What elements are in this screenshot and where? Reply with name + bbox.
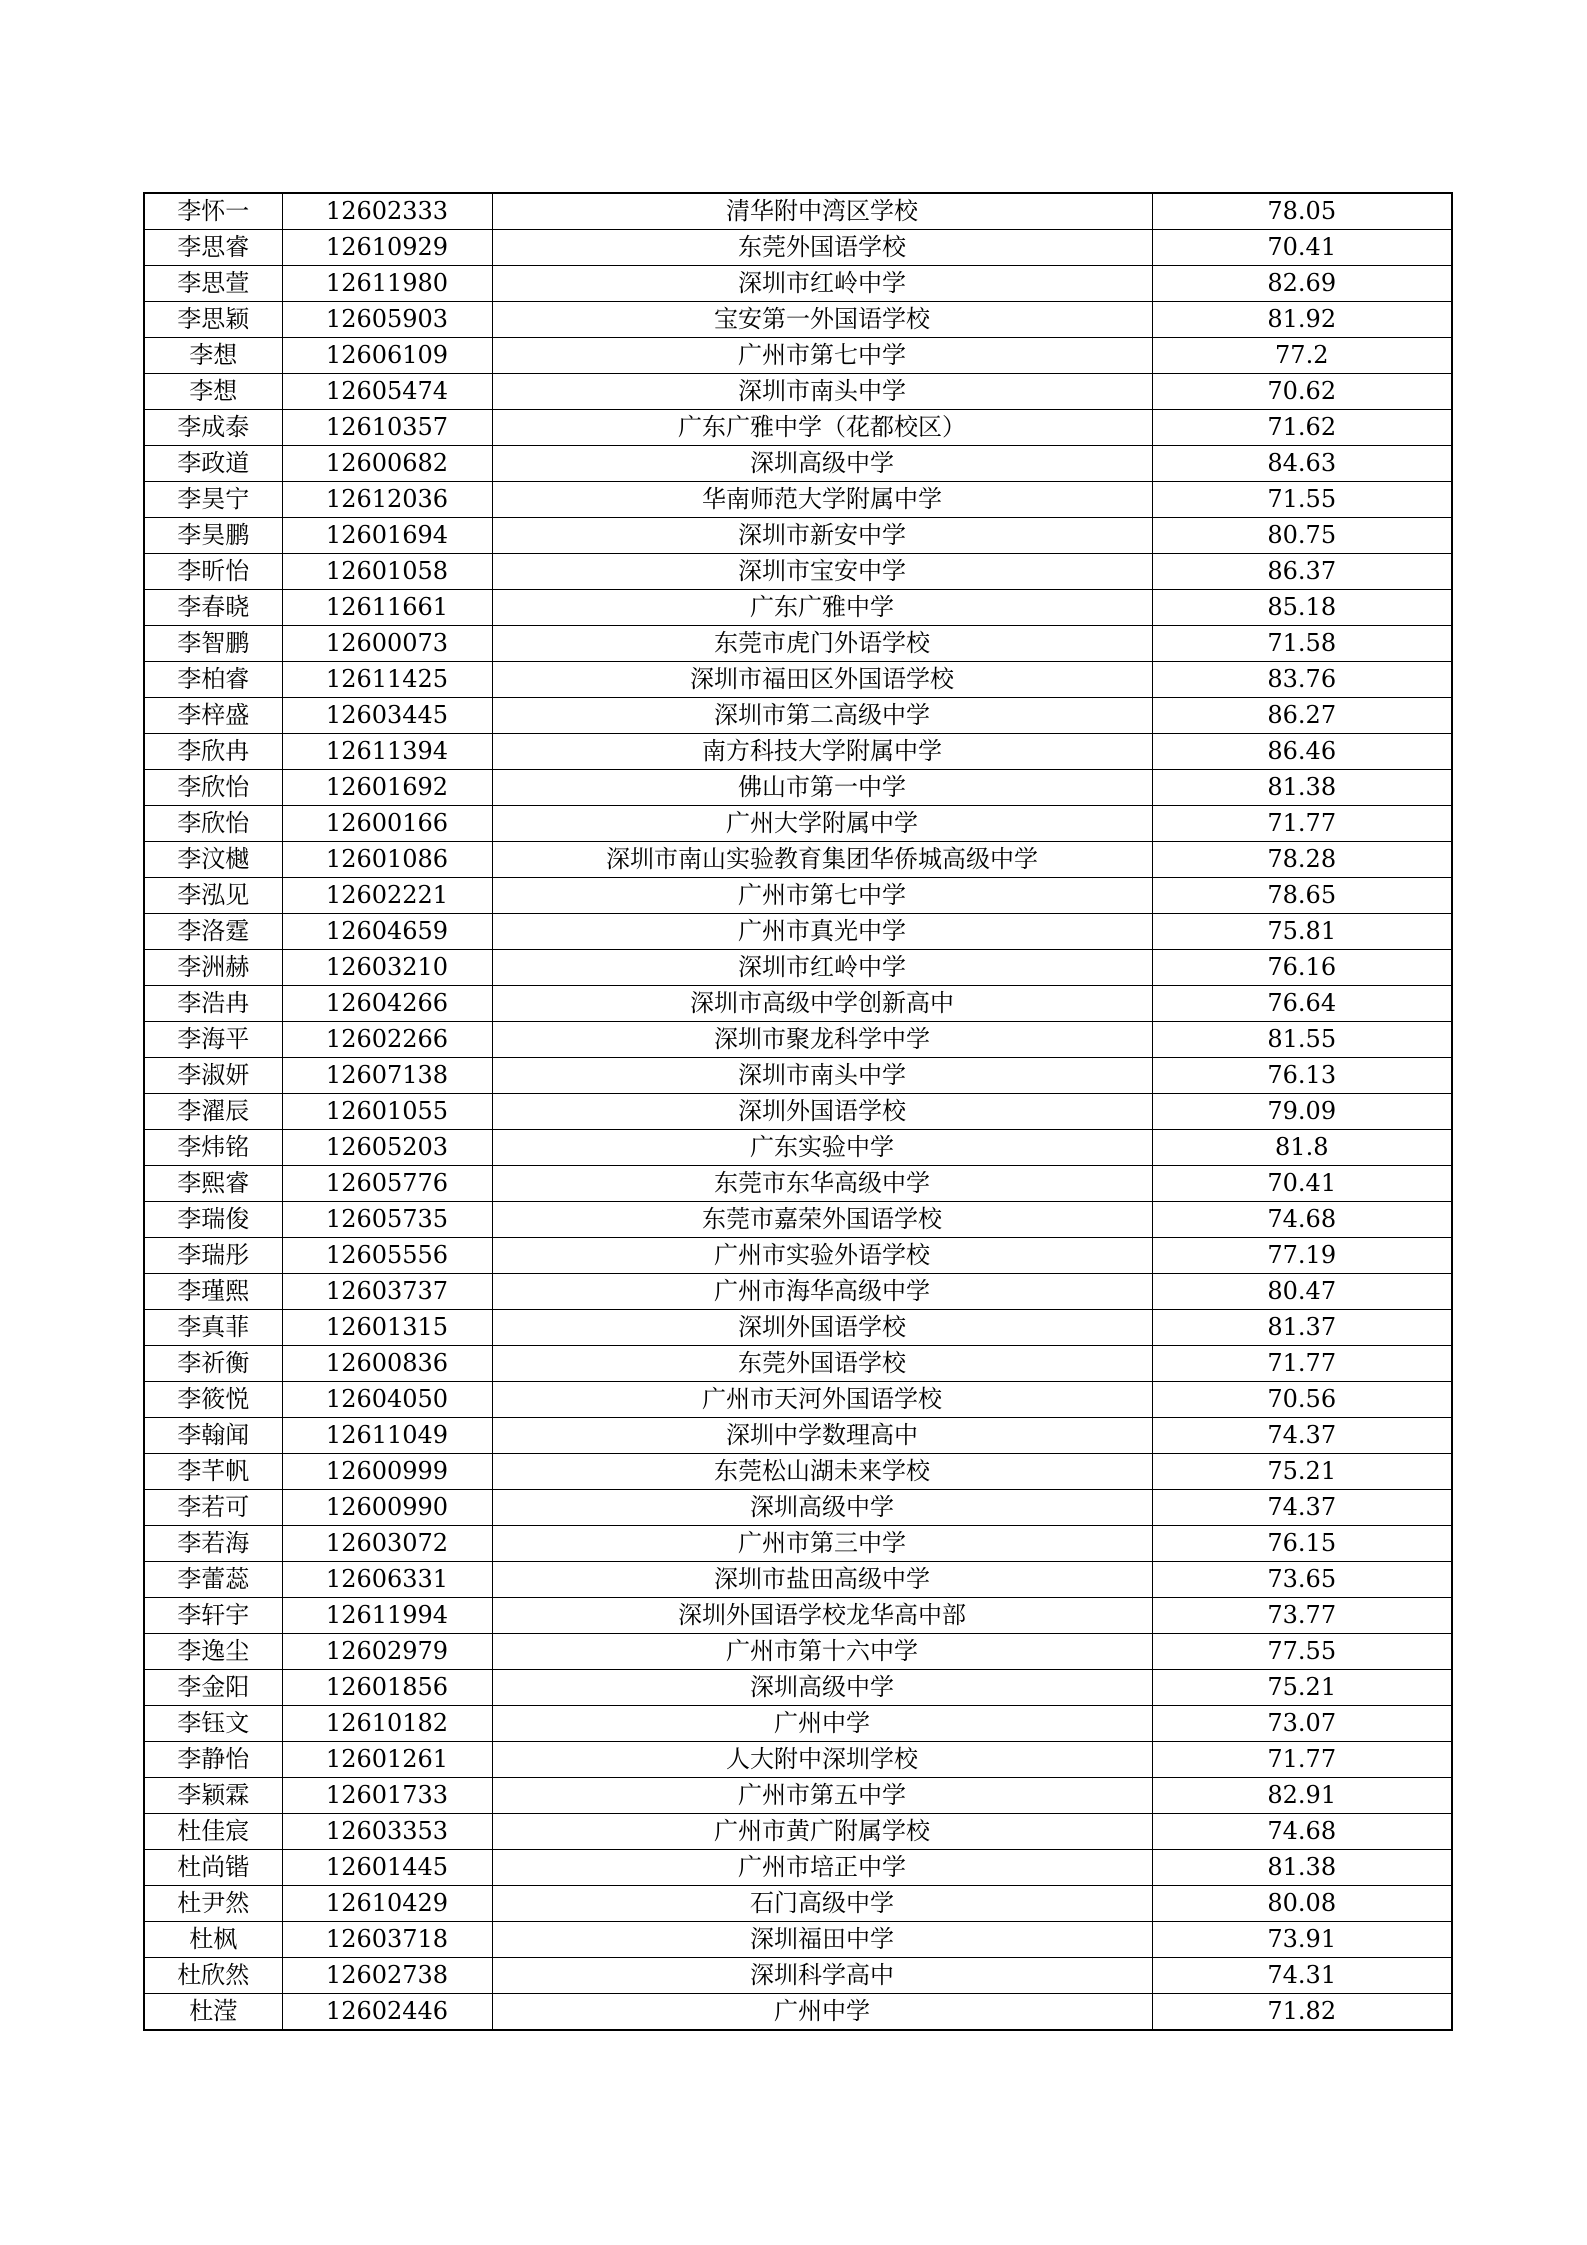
student-id-cell: 12601261: [282, 1742, 492, 1778]
school-name-cell: 广州市真光中学: [492, 914, 1152, 950]
student-id-cell: 12602221: [282, 878, 492, 914]
score-cell: 80.08: [1152, 1886, 1452, 1922]
table-row: [144, 1022, 1452, 1058]
score-table-body: [144, 193, 1452, 2030]
table-row: [144, 1742, 1452, 1778]
school-name-cell: 广东广雅中学（花都校区）: [492, 410, 1152, 446]
student-id-cell: 12601086: [282, 842, 492, 878]
student-id-cell: 12600166: [282, 806, 492, 842]
student-id-cell: 12607138: [282, 1058, 492, 1094]
score-cell: 71.62: [1152, 410, 1452, 446]
table-row: [144, 1562, 1452, 1598]
table-row: [144, 1382, 1452, 1418]
score-cell: 84.63: [1152, 446, 1452, 482]
school-name-cell: 宝安第一外国语学校: [492, 302, 1152, 338]
table-row: [144, 554, 1452, 590]
score-cell: 81.38: [1152, 1850, 1452, 1886]
school-name-cell: 广州市第五中学: [492, 1778, 1152, 1814]
score-cell: 73.65: [1152, 1562, 1452, 1598]
table-row: [144, 986, 1452, 1022]
table-row: [144, 230, 1452, 266]
table-row: [144, 1094, 1452, 1130]
table-row: [144, 1526, 1452, 1562]
student-id-cell: 12600836: [282, 1346, 492, 1382]
school-name-cell: 深圳市高级中学创新高中: [492, 986, 1152, 1022]
table-row: [144, 1310, 1452, 1346]
score-cell: 73.91: [1152, 1922, 1452, 1958]
table-row: [144, 410, 1452, 446]
school-name-cell: 东莞市东华高级中学: [492, 1166, 1152, 1202]
school-name-cell: 广州中学: [492, 1706, 1152, 1742]
student-id-cell: 12601058: [282, 554, 492, 590]
score-cell: 78.28: [1152, 842, 1452, 878]
student-id-cell: 12602446: [282, 1994, 492, 2031]
table-row: [144, 193, 1452, 230]
student-id-cell: 12611994: [282, 1598, 492, 1634]
student-name-cell: 李欣怡: [144, 770, 282, 806]
student-id-cell: 12601692: [282, 770, 492, 806]
score-cell: 81.37: [1152, 1310, 1452, 1346]
school-name-cell: 深圳市新安中学: [492, 518, 1152, 554]
score-cell: 85.18: [1152, 590, 1452, 626]
school-name-cell: 广州市第七中学: [492, 878, 1152, 914]
table-row: [144, 842, 1452, 878]
table-row: [144, 302, 1452, 338]
score-cell: 80.47: [1152, 1274, 1452, 1310]
table-row: [144, 1418, 1452, 1454]
student-id-cell: 12603718: [282, 1922, 492, 1958]
student-name-cell: 李静怡: [144, 1742, 282, 1778]
student-id-cell: 12601856: [282, 1670, 492, 1706]
school-name-cell: 广州市实验外语学校: [492, 1238, 1152, 1274]
student-id-cell: 12601315: [282, 1310, 492, 1346]
score-cell: 76.13: [1152, 1058, 1452, 1094]
score-cell: 74.37: [1152, 1490, 1452, 1526]
score-cell: 74.37: [1152, 1418, 1452, 1454]
student-id-cell: 12611049: [282, 1418, 492, 1454]
school-name-cell: 广州市海华高级中学: [492, 1274, 1152, 1310]
table-row: [144, 1778, 1452, 1814]
student-id-cell: 12604266: [282, 986, 492, 1022]
school-name-cell: 广州市第七中学: [492, 338, 1152, 374]
student-id-cell: 12604050: [282, 1382, 492, 1418]
school-name-cell: 清华附中湾区学校: [492, 193, 1152, 230]
table-row: [144, 266, 1452, 302]
school-name-cell: 东莞市虎门外语学校: [492, 626, 1152, 662]
student-name-cell: 李汶樾: [144, 842, 282, 878]
table-row: [144, 1490, 1452, 1526]
score-cell: 82.69: [1152, 266, 1452, 302]
student-name-cell: 李思睿: [144, 230, 282, 266]
student-id-cell: 12611980: [282, 266, 492, 302]
score-cell: 70.41: [1152, 230, 1452, 266]
score-cell: 79.09: [1152, 1094, 1452, 1130]
table-row: [144, 626, 1452, 662]
table-row: [144, 374, 1452, 410]
student-name-cell: 李若可: [144, 1490, 282, 1526]
student-name-cell: 李智鹏: [144, 626, 282, 662]
student-id-cell: 12612036: [282, 482, 492, 518]
table-row: [144, 1238, 1452, 1274]
student-name-cell: 李泓见: [144, 878, 282, 914]
student-name-cell: 杜尚锴: [144, 1850, 282, 1886]
student-id-cell: 12611394: [282, 734, 492, 770]
score-cell: 82.91: [1152, 1778, 1452, 1814]
student-name-cell: 李怀一: [144, 193, 282, 230]
table-row: [144, 806, 1452, 842]
school-name-cell: 深圳市盐田高级中学: [492, 1562, 1152, 1598]
student-id-cell: 12603737: [282, 1274, 492, 1310]
student-id-cell: 12611425: [282, 662, 492, 698]
student-name-cell: 李浩冉: [144, 986, 282, 1022]
table-row: [144, 518, 1452, 554]
student-name-cell: 李洛霆: [144, 914, 282, 950]
student-name-cell: 李思颖: [144, 302, 282, 338]
student-id-cell: 12606109: [282, 338, 492, 374]
score-cell: 77.2: [1152, 338, 1452, 374]
score-cell: 74.68: [1152, 1202, 1452, 1238]
student-id-cell: 12604659: [282, 914, 492, 950]
table-row: [144, 734, 1452, 770]
student-id-cell: 12606331: [282, 1562, 492, 1598]
score-cell: 74.68: [1152, 1814, 1452, 1850]
score-cell: 78.65: [1152, 878, 1452, 914]
score-cell: 71.55: [1152, 482, 1452, 518]
school-name-cell: 深圳高级中学: [492, 446, 1152, 482]
student-id-cell: 12605735: [282, 1202, 492, 1238]
table-row: [144, 590, 1452, 626]
student-id-cell: 12605556: [282, 1238, 492, 1274]
table-row: [144, 1886, 1452, 1922]
school-name-cell: 东莞市嘉荣外国语学校: [492, 1202, 1152, 1238]
student-name-cell: 李瑞彤: [144, 1238, 282, 1274]
score-cell: 75.21: [1152, 1670, 1452, 1706]
table-row: [144, 482, 1452, 518]
school-name-cell: 深圳市南头中学: [492, 1058, 1152, 1094]
student-name-cell: 李思萱: [144, 266, 282, 302]
student-id-cell: 12602333: [282, 193, 492, 230]
student-id-cell: 12601694: [282, 518, 492, 554]
score-cell: 74.31: [1152, 1958, 1452, 1994]
school-name-cell: 深圳市第二高级中学: [492, 698, 1152, 734]
student-name-cell: 李瑞俊: [144, 1202, 282, 1238]
school-name-cell: 深圳外国语学校龙华高中部: [492, 1598, 1152, 1634]
score-cell: 75.21: [1152, 1454, 1452, 1490]
student-name-cell: 李想: [144, 374, 282, 410]
table-row: [144, 1130, 1452, 1166]
student-id-cell: 12600990: [282, 1490, 492, 1526]
student-name-cell: 李颖霖: [144, 1778, 282, 1814]
score-cell: 76.64: [1152, 986, 1452, 1022]
school-name-cell: 东莞松山湖未来学校: [492, 1454, 1152, 1490]
student-name-cell: 李芊帆: [144, 1454, 282, 1490]
table-row: [144, 662, 1452, 698]
student-name-cell: 李轩宇: [144, 1598, 282, 1634]
score-cell: 71.77: [1152, 1742, 1452, 1778]
student-name-cell: 李淑妍: [144, 1058, 282, 1094]
table-row: [144, 1166, 1452, 1202]
student-name-cell: 李昊宁: [144, 482, 282, 518]
school-name-cell: 广州市天河外国语学校: [492, 1382, 1152, 1418]
score-cell: 70.41: [1152, 1166, 1452, 1202]
student-name-cell: 李翰闻: [144, 1418, 282, 1454]
student-name-cell: 杜枫: [144, 1922, 282, 1958]
table-row: [144, 1202, 1452, 1238]
student-id-cell: 12610929: [282, 230, 492, 266]
student-id-cell: 12601733: [282, 1778, 492, 1814]
table-row: [144, 1634, 1452, 1670]
score-cell: 76.15: [1152, 1526, 1452, 1562]
student-id-cell: 12603072: [282, 1526, 492, 1562]
table-row: [144, 698, 1452, 734]
student-name-cell: 李金阳: [144, 1670, 282, 1706]
school-name-cell: 佛山市第一中学: [492, 770, 1152, 806]
score-cell: 81.92: [1152, 302, 1452, 338]
student-id-cell: 12610429: [282, 1886, 492, 1922]
student-id-cell: 12600682: [282, 446, 492, 482]
school-name-cell: 深圳市南头中学: [492, 374, 1152, 410]
student-name-cell: 李海平: [144, 1022, 282, 1058]
school-name-cell: 华南师范大学附属中学: [492, 482, 1152, 518]
student-id-cell: 12605474: [282, 374, 492, 410]
student-name-cell: 李蕾蕊: [144, 1562, 282, 1598]
student-name-cell: 李欣怡: [144, 806, 282, 842]
score-cell: 80.75: [1152, 518, 1452, 554]
student-name-cell: 李欣冉: [144, 734, 282, 770]
score-cell: 81.55: [1152, 1022, 1452, 1058]
table-row: [144, 878, 1452, 914]
school-name-cell: 东莞外国语学校: [492, 230, 1152, 266]
student-id-cell: 12605903: [282, 302, 492, 338]
school-name-cell: 东莞外国语学校: [492, 1346, 1152, 1382]
school-name-cell: 广州市第十六中学: [492, 1634, 1152, 1670]
student-name-cell: 李洲赫: [144, 950, 282, 986]
table-row: [144, 1994, 1452, 2031]
score-cell: 71.58: [1152, 626, 1452, 662]
student-id-cell: 12602979: [282, 1634, 492, 1670]
score-cell: 81.38: [1152, 770, 1452, 806]
score-table: [143, 192, 1453, 2031]
student-id-cell: 12603353: [282, 1814, 492, 1850]
student-id-cell: 12603210: [282, 950, 492, 986]
school-name-cell: 广州市培正中学: [492, 1850, 1152, 1886]
table-row: [144, 1706, 1452, 1742]
table-row: [144, 770, 1452, 806]
student-id-cell: 12603445: [282, 698, 492, 734]
student-name-cell: 李逸尘: [144, 1634, 282, 1670]
school-name-cell: 深圳外国语学校: [492, 1094, 1152, 1130]
student-id-cell: 12610182: [282, 1706, 492, 1742]
score-cell: 73.07: [1152, 1706, 1452, 1742]
school-name-cell: 深圳科学高中: [492, 1958, 1152, 1994]
school-name-cell: 深圳中学数理高中: [492, 1418, 1152, 1454]
student-id-cell: 12605776: [282, 1166, 492, 1202]
table-row: [144, 1058, 1452, 1094]
student-name-cell: 李炜铭: [144, 1130, 282, 1166]
student-id-cell: 12602266: [282, 1022, 492, 1058]
student-name-cell: 李成泰: [144, 410, 282, 446]
student-name-cell: 李钰文: [144, 1706, 282, 1742]
school-name-cell: 广州中学: [492, 1994, 1152, 2031]
table-row: [144, 1850, 1452, 1886]
student-name-cell: 李想: [144, 338, 282, 374]
school-name-cell: 广州市第三中学: [492, 1526, 1152, 1562]
student-name-cell: 李昊鹏: [144, 518, 282, 554]
student-name-cell: 杜佳宸: [144, 1814, 282, 1850]
school-name-cell: 深圳外国语学校: [492, 1310, 1152, 1346]
student-id-cell: 12601445: [282, 1850, 492, 1886]
student-id-cell: 12611661: [282, 590, 492, 626]
student-id-cell: 12600999: [282, 1454, 492, 1490]
student-id-cell: 12601055: [282, 1094, 492, 1130]
student-name-cell: 李熙睿: [144, 1166, 282, 1202]
table-row: [144, 1670, 1452, 1706]
student-name-cell: 李若海: [144, 1526, 282, 1562]
table-row: [144, 1274, 1452, 1310]
student-id-cell: 12610357: [282, 410, 492, 446]
school-name-cell: 深圳市宝安中学: [492, 554, 1152, 590]
score-cell: 77.55: [1152, 1634, 1452, 1670]
student-name-cell: 李柏睿: [144, 662, 282, 698]
table-row: [144, 1814, 1452, 1850]
school-name-cell: 深圳高级中学: [492, 1670, 1152, 1706]
school-name-cell: 广州市黄广附属学校: [492, 1814, 1152, 1850]
score-cell: 70.62: [1152, 374, 1452, 410]
table-row: [144, 1922, 1452, 1958]
table-row: [144, 950, 1452, 986]
school-name-cell: 深圳市聚龙科学中学: [492, 1022, 1152, 1058]
score-cell: 81.8: [1152, 1130, 1452, 1166]
student-name-cell: 杜尹然: [144, 1886, 282, 1922]
table-row: [144, 446, 1452, 482]
table-row: [144, 1346, 1452, 1382]
student-name-cell: 李春晓: [144, 590, 282, 626]
score-cell: 86.46: [1152, 734, 1452, 770]
school-name-cell: 深圳市红岭中学: [492, 266, 1152, 302]
school-name-cell: 深圳市南山实验教育集团华侨城高级中学: [492, 842, 1152, 878]
student-id-cell: 12602738: [282, 1958, 492, 1994]
score-cell: 71.82: [1152, 1994, 1452, 2031]
score-cell: 78.05: [1152, 193, 1452, 230]
score-cell: 76.16: [1152, 950, 1452, 986]
student-name-cell: 李梓盛: [144, 698, 282, 734]
student-name-cell: 李政道: [144, 446, 282, 482]
score-cell: 77.19: [1152, 1238, 1452, 1274]
school-name-cell: 深圳市红岭中学: [492, 950, 1152, 986]
student-name-cell: 杜滢: [144, 1994, 282, 2031]
score-cell: 73.77: [1152, 1598, 1452, 1634]
table-row: [144, 1958, 1452, 1994]
student-name-cell: 杜欣然: [144, 1958, 282, 1994]
score-cell: 70.56: [1152, 1382, 1452, 1418]
school-name-cell: 深圳福田中学: [492, 1922, 1152, 1958]
student-name-cell: 李祈衡: [144, 1346, 282, 1382]
school-name-cell: 广东实验中学: [492, 1130, 1152, 1166]
score-cell: 86.37: [1152, 554, 1452, 590]
school-name-cell: 人大附中深圳学校: [492, 1742, 1152, 1778]
student-id-cell: 12605203: [282, 1130, 492, 1166]
table-row: [144, 1598, 1452, 1634]
school-name-cell: 石门高级中学: [492, 1886, 1152, 1922]
table-row: [144, 1454, 1452, 1490]
score-cell: 83.76: [1152, 662, 1452, 698]
school-name-cell: 广州大学附属中学: [492, 806, 1152, 842]
table-row: [144, 914, 1452, 950]
table-row: [144, 338, 1452, 374]
student-name-cell: 李昕怡: [144, 554, 282, 590]
student-name-cell: 李真菲: [144, 1310, 282, 1346]
score-cell: 71.77: [1152, 1346, 1452, 1382]
school-name-cell: 深圳高级中学: [492, 1490, 1152, 1526]
school-name-cell: 南方科技大学附属中学: [492, 734, 1152, 770]
student-name-cell: 李瑾熙: [144, 1274, 282, 1310]
student-id-cell: 12600073: [282, 626, 492, 662]
score-cell: 86.27: [1152, 698, 1452, 734]
score-cell: 75.81: [1152, 914, 1452, 950]
student-name-cell: 李濯辰: [144, 1094, 282, 1130]
student-name-cell: 李筱悦: [144, 1382, 282, 1418]
score-cell: 71.77: [1152, 806, 1452, 842]
school-name-cell: 广东广雅中学: [492, 590, 1152, 626]
school-name-cell: 深圳市福田区外国语学校: [492, 662, 1152, 698]
